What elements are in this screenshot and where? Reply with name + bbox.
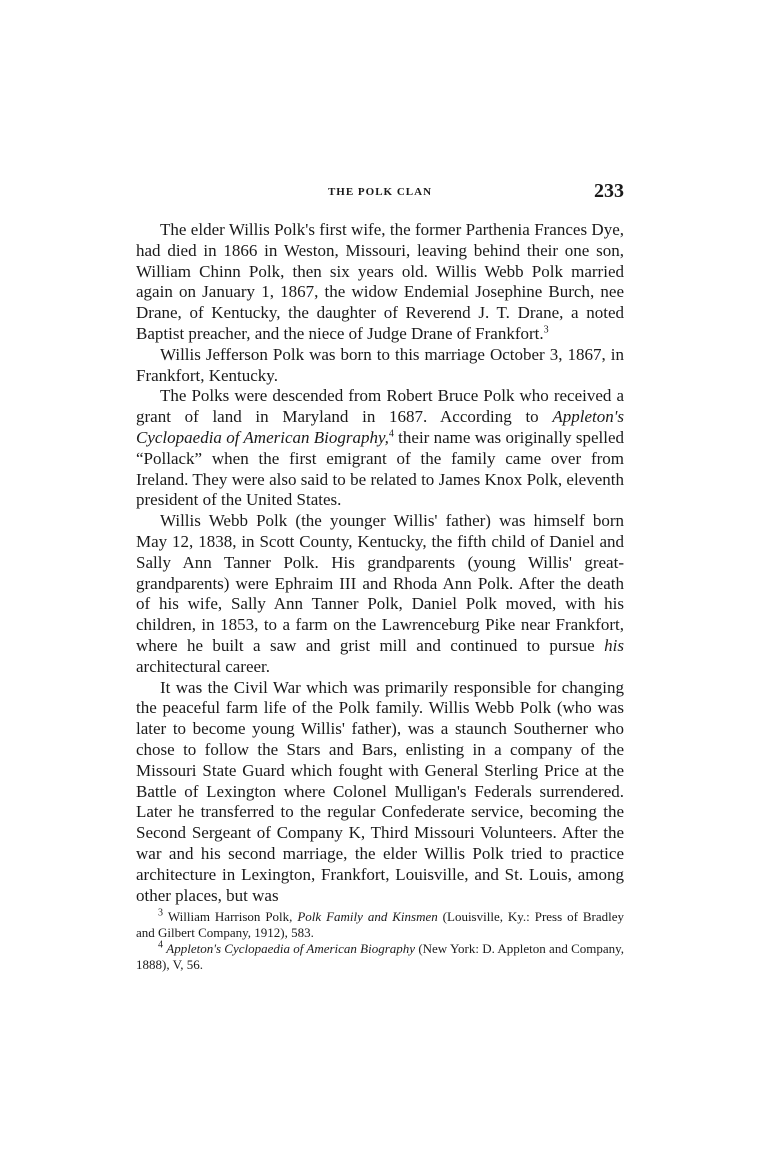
footnote: [136, 909, 624, 941]
footnotes: [136, 909, 624, 973]
footnote-title: Appleton's Cyclopaedia of American Biography: [166, 941, 416, 957]
footnote-marker: 4: [158, 939, 163, 951]
footnote-text: (Louisville, Ky.: Press of Bradley and Gilbert Company, 1912), 583.: [136, 909, 624, 941]
emphasis: his: [604, 635, 624, 655]
book-title: Appleton's Cyclopaedia of American Biography,: [136, 407, 624, 447]
paragraph-text: The elder Willis Polk's first wife, the former Parthenia Frances Dye, had died in 1866 in Weston, Missouri, leaving behind their one son, William Chinn Polk, then six years old. Willis Webb Polk married again on January 1, 1867, the widow Endemial Josephine Burch, nee Drane, of Kentucky, the daughter of Reverend J. T. Drane, a noted Baptist preacher, and the niece of Judge Drane of Frankfort.: [136, 220, 624, 343]
paragraph: [136, 220, 624, 345]
paragraph: [136, 386, 624, 511]
paragraph: [136, 345, 624, 387]
paragraph-text: their name was originally spelled “Pollack” when the first emigrant of the family came over from Ireland. They were also said to be related to James Knox Polk, eleventh president of the United States.: [136, 427, 624, 510]
paragraph-text: Willis Webb Polk (the younger Willis' father) was himself born May 12, 1838, in Scott County, Kentucky, the fifth child of Daniel and Sally Ann Tanner Polk. His grandparents (young Willis' great-grandparents) were Ephraim III and Rhoda Ann Polk. After the death of his wife, Sally Ann Tanner Polk, Daniel Polk moved, with his children, in 1853, to a farm on the Lawrenceburg Pike near Frankfort, where he built a saw and grist mill and continued to pursue: [136, 511, 624, 655]
footnote-ref[interactable]: 4: [388, 428, 394, 440]
footnote-marker: 3: [158, 907, 163, 919]
page-number: 233: [594, 180, 624, 202]
paragraph-text: It was the Civil War which was primarily responsible for changing the peaceful farm life of the Polk family. Willis Webb Polk (who was later to become young Willis' father), was a staunch Southerner who chose to follow the Stars and Bars, enlisting in a company of the Missouri State Guard which fought with General Sterling Price at the Battle of Lexington where Colonel Mulligan's Federals surrendered. Later he transferred to the regular Confederate service, becoming the Second Sergeant of Company K, Third Missouri Volunteers. After the war and his second marriage, the elder Willis Polk tried to practice architecture in Lexington, Frankfort, Louisville, and St. Louis, among other places, but was: [136, 677, 624, 905]
paragraph-text: Willis Jefferson Polk was born to this marriage October 3, 1867, in Frankfort, Kentucky.: [136, 344, 624, 385]
body-text: [136, 220, 624, 906]
footnote-text: William Harrison Polk,: [167, 909, 298, 925]
footnote-title: Polk Family and Kinsmen: [297, 909, 438, 925]
footnote-ref[interactable]: 3: [543, 324, 549, 336]
running-title: THE POLK CLAN: [327, 186, 433, 198]
paragraph-text: architectural career.: [136, 656, 271, 676]
paragraph-text: The Polks were descended from Robert Bruce Polk who received a grant of land in Maryland in 1687. According to: [136, 386, 624, 427]
paragraph: [136, 511, 624, 677]
running-head: [136, 180, 624, 210]
paragraph: [136, 678, 624, 907]
footnote: [136, 941, 624, 973]
book-page: [136, 180, 624, 973]
footnote-text: (New York: D. Appleton and Company, 1888), V, 56.: [136, 941, 625, 973]
